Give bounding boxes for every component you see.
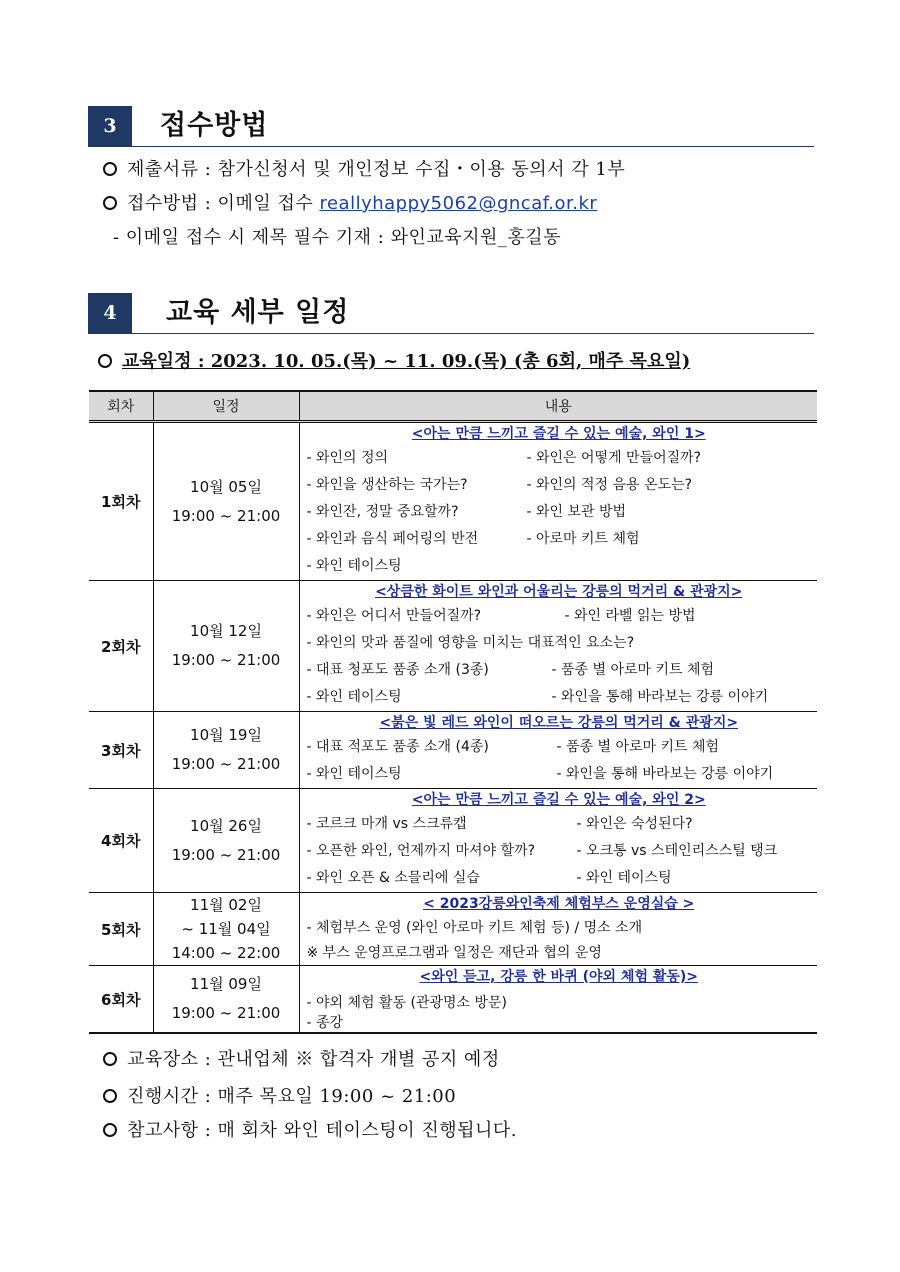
session-heading: < 2023강릉와인축제 체험부스 운영실습 >	[423, 896, 695, 912]
date-text: 11월 09일	[190, 975, 262, 993]
table-row	[89, 789, 817, 893]
hours-line	[103, 1085, 456, 1109]
session-heading: <상큼한 화이트 와인과 어울리는 강릉의 먹거리 & 관광지>	[375, 584, 743, 600]
content-line: - 와인 오픈 & 소믈리에 실습 - 와인 테이스팅	[306, 870, 672, 886]
place-line	[103, 1048, 500, 1072]
date-cell	[153, 789, 299, 893]
schedule-text: 교육일정 : 2023. 10. 05.(목) ~ 11. 09.(목) (총 6회, 매주 목요일)	[122, 351, 691, 372]
content-line: - 와인의 정의 - 와인은 어떻게 만들어질까?	[306, 450, 702, 466]
date-text: 10월 05일	[190, 477, 262, 496]
date-text: 10월 26일	[190, 816, 262, 835]
time-text: 14:00 ~ 22:00	[171, 944, 281, 962]
session-heading: <붉은 빛 레드 와인이 떠오르는 강릉의 먹거리 & 관광지>	[379, 715, 739, 731]
section-4-header	[88, 293, 814, 334]
section-number: 4	[88, 293, 132, 333]
content-line: - 와인의 맛과 품질에 영향을 미치는 대표적인 요소는?	[306, 635, 635, 651]
content-line: - 대표 청포도 품종 소개 (3종) - 품종 별 아로마 키트 체험	[306, 662, 715, 678]
content-line: - 오픈한 와인, 언제까지 마셔야 할까? - 오크통 vs 스테인리스스틸 탱크	[306, 843, 778, 859]
date-text: 10월 19일	[190, 726, 262, 744]
email-link[interactable]: reallyhappy5062@gncaf.or.kr	[319, 193, 598, 214]
table-row	[89, 422, 817, 581]
circle-bullet-icon	[103, 1123, 117, 1137]
content-line: - 와인을 생산하는 국가는? - 와인의 적정 음용 온도는?	[306, 477, 693, 493]
time-text: 19:00 ~ 21:00	[171, 651, 281, 669]
section-title: 교육 세부 일정	[166, 297, 350, 328]
content-cell	[299, 581, 817, 712]
table-row	[89, 893, 817, 966]
schedule-line	[98, 350, 690, 374]
submission-method-line	[103, 192, 597, 216]
date-cell	[153, 893, 299, 966]
content-line: ※ 부스 운영프로그램과 일정은 재단과 협의 운영	[306, 945, 602, 961]
round-cell: 4회차	[89, 789, 153, 893]
date-cell	[153, 422, 299, 581]
notes-text: 참고사항 : 매 회차 와인 테이스팅이 진행됩니다.	[127, 1120, 517, 1141]
date-cell	[153, 966, 299, 1034]
date-end-text: ~ 11월 04일	[181, 920, 271, 938]
circle-bullet-icon	[103, 196, 117, 210]
hours-text: 진행시간 : 매주 목요일 19:00 ~ 21:00	[127, 1086, 457, 1107]
section-3-header	[88, 106, 814, 147]
content-line: - 와인 테이스팅	[306, 558, 402, 574]
time-text: 19:00 ~ 21:00	[171, 1004, 281, 1022]
date-cell	[153, 712, 299, 789]
table-header-row	[89, 391, 817, 422]
session-heading: <와인 듣고, 강릉 한 바퀴 (야외 체험 활동)>	[419, 969, 699, 985]
time-text: 19:00 ~ 21:00	[171, 845, 281, 864]
circle-bullet-icon	[98, 354, 112, 368]
date-text: 11월 02일	[190, 896, 262, 914]
content-line: - 와인잔, 정말 중요할까? - 와인 보관 방법	[306, 504, 627, 520]
round-cell: 3회차	[89, 712, 153, 789]
notes-line	[103, 1119, 517, 1143]
time-text: 19:00 ~ 21:00	[171, 506, 281, 525]
content-cell	[299, 966, 817, 1034]
session-heading: <아는 만큼 느끼고 즐길 수 있는 예술, 와인 2>	[411, 792, 706, 808]
submission-docs-text: 제출서류 : 참가신청서 및 개인정보 수집・이용 동의서 각 1부	[127, 159, 626, 180]
content-line: - 종강	[306, 1015, 344, 1031]
circle-bullet-icon	[103, 1052, 117, 1066]
content-line: - 와인은 어디서 만들어질까? - 와인 라벨 읽는 방법	[306, 608, 696, 624]
content-line: - 코르크 마개 vs 스크류캡 - 와인은 숙성된다?	[306, 816, 693, 832]
round-cell: 5회차	[89, 893, 153, 966]
table-row	[89, 581, 817, 712]
round-cell: 6회차	[89, 966, 153, 1034]
date-text: 10월 12일	[190, 622, 262, 640]
submission-method-text: 접수방법 : 이메일 접수	[127, 193, 320, 214]
section-number: 3	[88, 106, 132, 146]
table-row	[89, 712, 817, 789]
round-cell: 1회차	[89, 422, 153, 581]
submission-docs-line	[103, 158, 625, 182]
schedule-table	[89, 390, 817, 1034]
place-text: 교육장소 : 관내업체 ※ 합격자 개별 공지 예정	[127, 1049, 500, 1070]
content-line: - 야외 체험 활동 (관광명소 방문)	[306, 995, 508, 1011]
email-subject-note: - 이메일 접수 시 제목 필수 기재 : 와인교육지원_홍길동	[113, 227, 562, 248]
circle-bullet-icon	[103, 162, 117, 176]
content-cell	[299, 422, 817, 581]
content-cell	[299, 789, 817, 893]
header-round: 회차	[89, 391, 153, 422]
round-cell: 2회차	[89, 581, 153, 712]
content-line: - 대표 적포도 품종 소개 (4종) - 품종 별 아로마 키트 체험	[306, 739, 720, 755]
content-line: - 와인 테이스팅 - 와인을 통해 바라보는 강릉 이야기	[306, 689, 769, 705]
content-cell	[299, 893, 817, 966]
header-content: 내용	[299, 391, 817, 422]
content-cell	[299, 712, 817, 789]
content-line: - 와인 테이스팅 - 와인을 통해 바라보는 강릉 이야기	[306, 766, 774, 782]
session-heading: <아는 만큼 느끼고 즐길 수 있는 예술, 와인 1>	[411, 426, 706, 442]
circle-bullet-icon	[103, 1089, 117, 1103]
content-line: - 체험부스 운영 (와인 아로마 키트 체험 등) / 명소 소개	[306, 920, 643, 936]
header-date: 일정	[153, 391, 299, 422]
content-line: - 와인과 음식 페어링의 반전 - 아로마 키트 체험	[306, 531, 640, 547]
table-row	[89, 966, 817, 1034]
section-title: 접수방법	[160, 110, 269, 141]
date-cell	[153, 581, 299, 712]
time-text: 19:00 ~ 21:00	[171, 755, 281, 773]
